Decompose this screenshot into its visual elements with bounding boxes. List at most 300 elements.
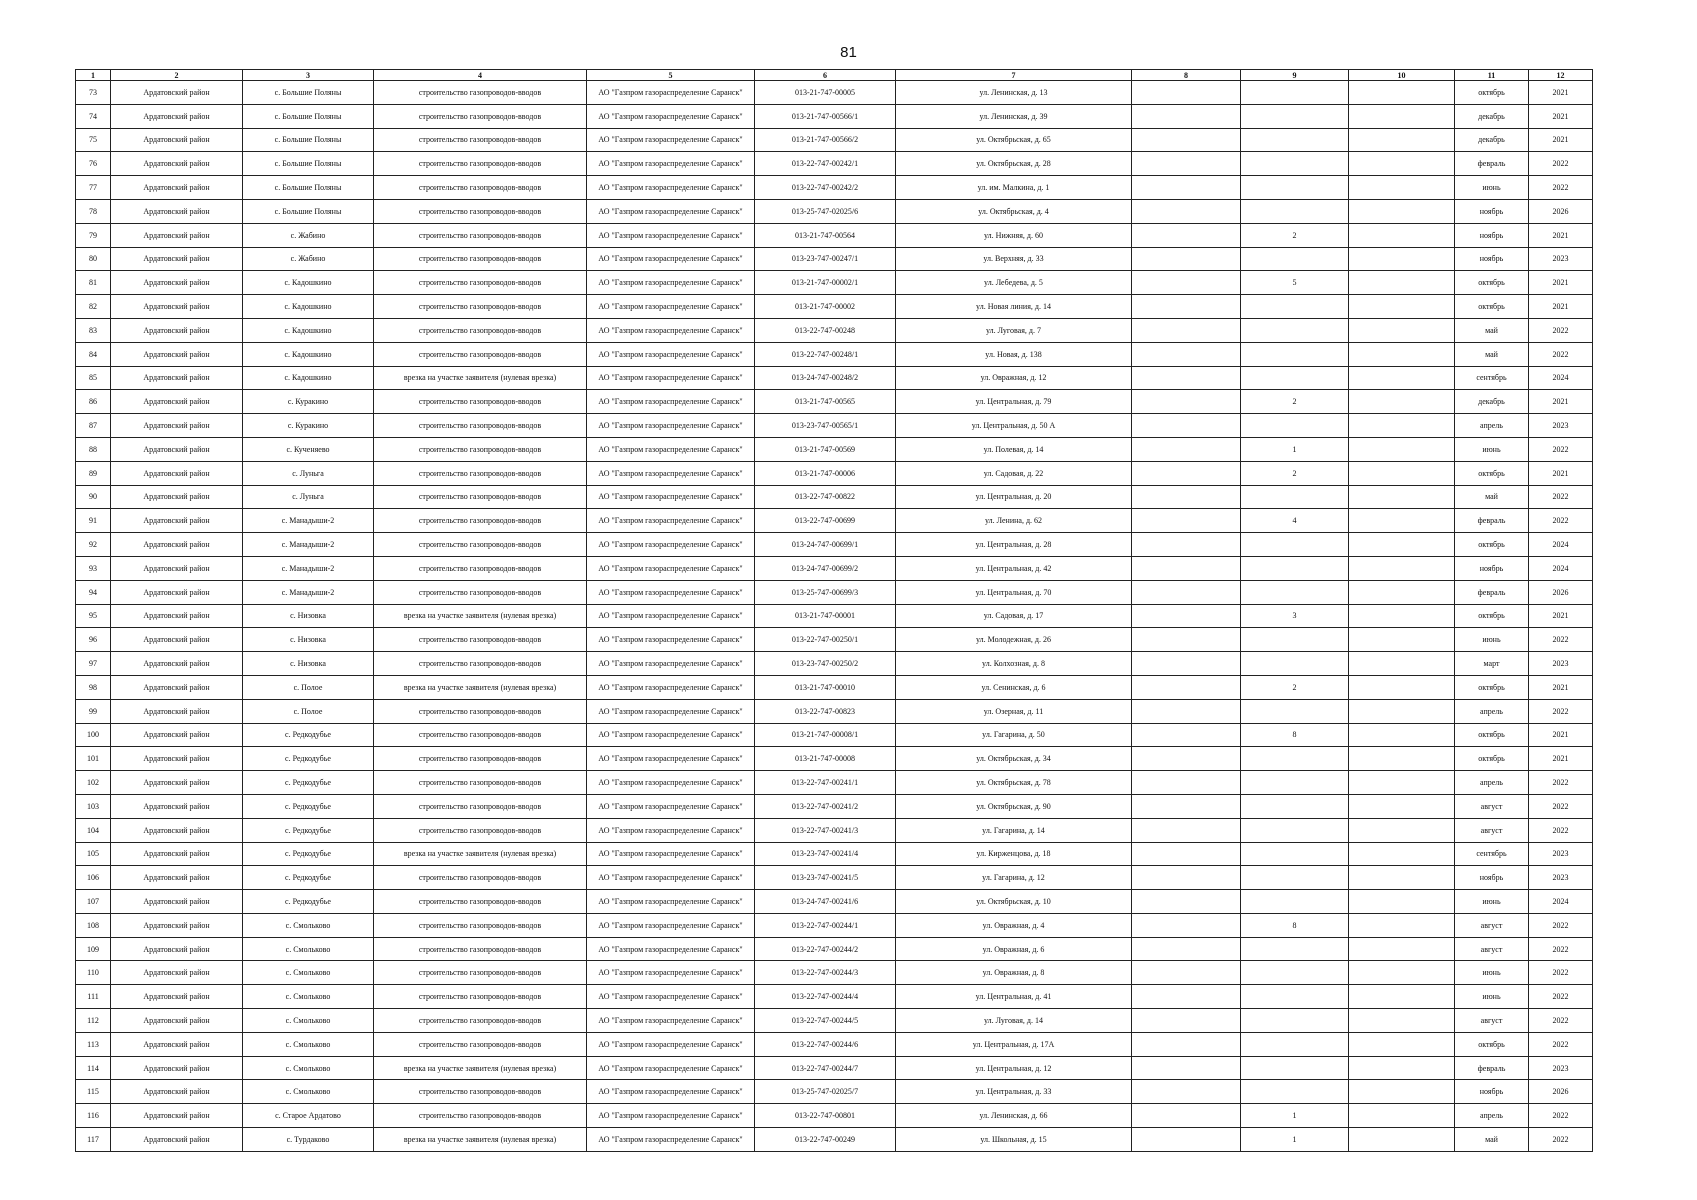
address-cell: ул. Нижняя, д. 60 [896,223,1132,247]
column-8-cell [1132,509,1241,533]
column-header: 12 [1529,70,1593,81]
settlement-cell: с. Старое Ардатово [243,1104,374,1128]
column-10-cell [1349,556,1455,580]
table-row [76,556,1593,580]
row-number-cell: 104 [76,818,111,842]
district-cell: Ардатовский район [111,1009,243,1033]
year-cell: 2021 [1529,104,1593,128]
month-cell: декабрь [1455,390,1529,414]
column-10-cell [1349,771,1455,795]
year-cell: 2023 [1529,842,1593,866]
month-cell: июнь [1455,985,1529,1009]
settlement-cell: с. Жабино [243,247,374,271]
column-8-cell [1132,342,1241,366]
column-8-cell [1132,1104,1241,1128]
application-number-cell: 013-21-747-00569 [755,437,896,461]
column-10-cell [1349,1056,1455,1080]
column-9-cell [1241,794,1349,818]
column-8-cell [1132,485,1241,509]
gasification-table [75,69,1593,1152]
address-cell: ул. Овражная, д. 4 [896,913,1132,937]
application-number-cell: 013-25-747-02025/6 [755,199,896,223]
work-type-cell: строительство газопроводов-вводов [374,485,587,509]
application-number-cell: 013-22-747-00244/4 [755,985,896,1009]
settlement-cell: с. Смольково [243,985,374,1009]
row-number-cell: 100 [76,723,111,747]
organization-cell: АО "Газпром газораспределение Саранск" [587,604,755,628]
application-number-cell: 013-22-747-00241/1 [755,771,896,795]
column-10-cell [1349,675,1455,699]
address-cell: ул. Октябрьская, д. 28 [896,152,1132,176]
settlement-cell: с. Манадыши-2 [243,580,374,604]
row-number-cell: 83 [76,318,111,342]
application-number-cell: 013-23-747-00565/1 [755,414,896,438]
column-8-cell [1132,1009,1241,1033]
column-9-cell [1241,818,1349,842]
month-cell: октябрь [1455,747,1529,771]
work-type-cell: строительство газопроводов-вводов [374,318,587,342]
district-cell: Ардатовский район [111,628,243,652]
row-number-cell: 93 [76,556,111,580]
column-8-cell [1132,842,1241,866]
month-cell: октябрь [1455,723,1529,747]
column-10-cell [1349,580,1455,604]
address-cell: ул. Озерная, д. 11 [896,699,1132,723]
organization-cell: АО "Газпром газораспределение Саранск" [587,366,755,390]
settlement-cell: с. Манадыши-2 [243,556,374,580]
column-8-cell [1132,628,1241,652]
organization-cell: АО "Газпром газораспределение Саранск" [587,1104,755,1128]
month-cell: февраль [1455,509,1529,533]
column-8-cell [1132,556,1241,580]
address-cell: ул. Центральная, д. 12 [896,1056,1132,1080]
column-9-cell [1241,318,1349,342]
month-cell: ноябрь [1455,199,1529,223]
row-number-cell: 98 [76,675,111,699]
row-number-cell: 102 [76,771,111,795]
settlement-cell: с. Кадошкино [243,295,374,319]
organization-cell: АО "Газпром газораспределение Саранск" [587,509,755,533]
work-type-cell: строительство газопроводов-вводов [374,866,587,890]
column-9-cell: 2 [1241,461,1349,485]
year-cell: 2023 [1529,652,1593,676]
month-cell: август [1455,1009,1529,1033]
work-type-cell: строительство газопроводов-вводов [374,81,587,105]
row-number-cell: 78 [76,199,111,223]
application-number-cell: 013-24-747-00241/6 [755,890,896,914]
application-number-cell: 013-22-747-00699 [755,509,896,533]
column-10-cell [1349,199,1455,223]
application-number-cell: 013-22-747-00250/1 [755,628,896,652]
settlement-cell: с. Низовка [243,628,374,652]
table-row [76,961,1593,985]
application-number-cell: 013-21-747-00002 [755,295,896,319]
column-8-cell [1132,1080,1241,1104]
application-number-cell: 013-21-747-00005 [755,81,896,105]
table-row [76,1104,1593,1128]
month-cell: ноябрь [1455,247,1529,271]
month-cell: апрель [1455,414,1529,438]
application-number-cell: 013-21-747-00010 [755,675,896,699]
district-cell: Ардатовский район [111,794,243,818]
work-type-cell: строительство газопроводов-вводов [374,1032,587,1056]
month-cell: август [1455,818,1529,842]
row-number-cell: 87 [76,414,111,438]
application-number-cell: 013-22-747-00244/7 [755,1056,896,1080]
settlement-cell: с. Смольково [243,1056,374,1080]
organization-cell: АО "Газпром газораспределение Саранск" [587,818,755,842]
column-9-cell [1241,1056,1349,1080]
month-cell: май [1455,318,1529,342]
month-cell: июнь [1455,437,1529,461]
application-number-cell: 013-25-747-02025/7 [755,1080,896,1104]
address-cell: ул. Центральная, д. 70 [896,580,1132,604]
year-cell: 2022 [1529,485,1593,509]
address-cell: ул. Центральная, д. 42 [896,556,1132,580]
month-cell: апрель [1455,771,1529,795]
column-8-cell [1132,247,1241,271]
work-type-cell: строительство газопроводов-вводов [374,271,587,295]
year-cell: 2021 [1529,223,1593,247]
settlement-cell: с. Редкодубье [243,866,374,890]
row-number-cell: 79 [76,223,111,247]
year-cell: 2023 [1529,247,1593,271]
column-header: 2 [111,70,243,81]
settlement-cell: с. Кадошкино [243,366,374,390]
column-8-cell [1132,414,1241,438]
organization-cell: АО "Газпром газораспределение Саранск" [587,176,755,200]
district-cell: Ардатовский район [111,842,243,866]
column-8-cell [1132,604,1241,628]
district-cell: Ардатовский район [111,104,243,128]
year-cell: 2023 [1529,1056,1593,1080]
work-type-cell: строительство газопроводов-вводов [374,1080,587,1104]
column-10-cell [1349,414,1455,438]
month-cell: август [1455,937,1529,961]
work-type-cell: строительство газопроводов-вводов [374,533,587,557]
district-cell: Ардатовский район [111,295,243,319]
column-10-cell [1349,318,1455,342]
district-cell: Ардатовский район [111,509,243,533]
application-number-cell: 013-23-747-00250/2 [755,652,896,676]
settlement-cell: с. Луньга [243,485,374,509]
row-number-cell: 117 [76,1128,111,1152]
row-number-cell: 86 [76,390,111,414]
column-9-cell [1241,961,1349,985]
organization-cell: АО "Газпром газораспределение Саранск" [587,223,755,247]
application-number-cell: 013-22-747-00244/5 [755,1009,896,1033]
year-cell: 2022 [1529,794,1593,818]
month-cell: декабрь [1455,128,1529,152]
month-cell: июнь [1455,890,1529,914]
organization-cell: АО "Газпром газораспределение Саранск" [587,985,755,1009]
application-number-cell: 013-21-747-00565 [755,390,896,414]
work-type-cell: строительство газопроводов-вводов [374,747,587,771]
address-cell: ул. Центральная, д. 50 А [896,414,1132,438]
column-10-cell [1349,890,1455,914]
column-10-cell [1349,485,1455,509]
column-8-cell [1132,104,1241,128]
table-row [76,913,1593,937]
address-cell: ул. Гагарина, д. 12 [896,866,1132,890]
settlement-cell: с. Большие Поляны [243,128,374,152]
column-10-cell [1349,628,1455,652]
organization-cell: АО "Газпром газораспределение Саранск" [587,556,755,580]
column-8-cell [1132,747,1241,771]
settlement-cell: с. Большие Поляны [243,81,374,105]
column-9-cell: 1 [1241,1128,1349,1152]
row-number-cell: 111 [76,985,111,1009]
address-cell: ул. Гагарина, д. 50 [896,723,1132,747]
column-10-cell [1349,747,1455,771]
table-row [76,414,1593,438]
table-row [76,842,1593,866]
work-type-cell: строительство газопроводов-вводов [374,295,587,319]
organization-cell: АО "Газпром газораспределение Саранск" [587,628,755,652]
column-8-cell [1132,1056,1241,1080]
organization-cell: АО "Газпром газораспределение Саранск" [587,890,755,914]
district-cell: Ардатовский район [111,913,243,937]
year-cell: 2022 [1529,628,1593,652]
settlement-cell: с. Редкодубье [243,771,374,795]
work-type-cell: строительство газопроводов-вводов [374,342,587,366]
column-8-cell [1132,1032,1241,1056]
month-cell: май [1455,342,1529,366]
organization-cell: АО "Газпром газораспределение Саранск" [587,81,755,105]
work-type-cell: врезка на участке заявителя (нулевая врезка) [374,366,587,390]
application-number-cell: 013-23-747-00241/4 [755,842,896,866]
settlement-cell: с. Смольково [243,1032,374,1056]
row-number-cell: 94 [76,580,111,604]
settlement-cell: с. Луньга [243,461,374,485]
column-9-cell [1241,628,1349,652]
column-10-cell [1349,223,1455,247]
district-cell: Ардатовский район [111,604,243,628]
row-number-cell: 114 [76,1056,111,1080]
district-cell: Ардатовский район [111,771,243,795]
row-number-cell: 88 [76,437,111,461]
year-cell: 2022 [1529,318,1593,342]
address-cell: ул. Луговая, д. 14 [896,1009,1132,1033]
work-type-cell: врезка на участке заявителя (нулевая врезка) [374,604,587,628]
table-row [76,533,1593,557]
organization-cell: АО "Газпром газораспределение Саранск" [587,271,755,295]
table-row [76,652,1593,676]
month-cell: февраль [1455,580,1529,604]
district-cell: Ардатовский район [111,342,243,366]
year-cell: 2022 [1529,342,1593,366]
district-cell: Ардатовский район [111,556,243,580]
month-cell: март [1455,652,1529,676]
address-cell: ул. Кирженцова, д. 18 [896,842,1132,866]
settlement-cell: с. Куракино [243,414,374,438]
settlement-cell: с. Смольково [243,961,374,985]
column-10-cell [1349,699,1455,723]
work-type-cell: строительство газопроводов-вводов [374,390,587,414]
address-cell: ул. Садовая, д. 22 [896,461,1132,485]
column-8-cell [1132,390,1241,414]
organization-cell: АО "Газпром газораспределение Саранск" [587,1009,755,1033]
district-cell: Ардатовский район [111,1104,243,1128]
row-number-cell: 108 [76,913,111,937]
year-cell: 2026 [1529,1080,1593,1104]
column-header: 7 [896,70,1132,81]
column-8-cell [1132,723,1241,747]
settlement-cell: с. Кадошкино [243,318,374,342]
column-9-cell [1241,556,1349,580]
district-cell: Ардатовский район [111,1032,243,1056]
application-number-cell: 013-21-747-00564 [755,223,896,247]
year-cell: 2021 [1529,747,1593,771]
column-9-cell [1241,533,1349,557]
column-9-cell [1241,747,1349,771]
address-cell: ул. Октябрьская, д. 90 [896,794,1132,818]
row-number-cell: 82 [76,295,111,319]
column-10-cell [1349,533,1455,557]
application-number-cell: 013-22-747-00823 [755,699,896,723]
district-cell: Ардатовский район [111,437,243,461]
work-type-cell: строительство газопроводов-вводов [374,890,587,914]
application-number-cell: 013-22-747-00822 [755,485,896,509]
column-10-cell [1349,913,1455,937]
column-10-cell [1349,437,1455,461]
year-cell: 2021 [1529,390,1593,414]
table-row [76,604,1593,628]
column-9-cell: 4 [1241,509,1349,533]
month-cell: ноябрь [1455,1080,1529,1104]
table-row [76,509,1593,533]
settlement-cell: с. Куракино [243,390,374,414]
organization-cell: АО "Газпром газораспределение Саранск" [587,937,755,961]
column-9-cell [1241,771,1349,795]
table-row [76,199,1593,223]
settlement-cell: с. Редкодубье [243,890,374,914]
year-cell: 2024 [1529,533,1593,557]
month-cell: ноябрь [1455,866,1529,890]
work-type-cell: врезка на участке заявителя (нулевая врезка) [374,1056,587,1080]
address-cell: ул. Центральная, д. 20 [896,485,1132,509]
district-cell: Ардатовский район [111,461,243,485]
district-cell: Ардатовский район [111,890,243,914]
district-cell: Ардатовский район [111,366,243,390]
application-number-cell: 013-24-747-00699/2 [755,556,896,580]
address-cell: ул. Ленинская, д. 39 [896,104,1132,128]
organization-cell: АО "Газпром газораспределение Саранск" [587,747,755,771]
column-10-cell [1349,1128,1455,1152]
district-cell: Ардатовский район [111,937,243,961]
district-cell: Ардатовский район [111,81,243,105]
year-cell: 2022 [1529,818,1593,842]
address-cell: ул. Гагарина, д. 14 [896,818,1132,842]
column-9-cell [1241,842,1349,866]
column-9-cell [1241,414,1349,438]
table-row [76,128,1593,152]
month-cell: ноябрь [1455,223,1529,247]
settlement-cell: с. Кученяево [243,437,374,461]
column-10-cell [1349,842,1455,866]
table-row [76,723,1593,747]
application-number-cell: 013-21-747-00566/1 [755,104,896,128]
year-cell: 2022 [1529,699,1593,723]
work-type-cell: строительство газопроводов-вводов [374,461,587,485]
year-cell: 2021 [1529,81,1593,105]
month-cell: июнь [1455,628,1529,652]
year-cell: 2022 [1529,1032,1593,1056]
organization-cell: АО "Газпром газораспределение Саранск" [587,1056,755,1080]
column-9-cell [1241,890,1349,914]
month-cell: октябрь [1455,271,1529,295]
month-cell: октябрь [1455,675,1529,699]
work-type-cell: строительство газопроводов-вводов [374,961,587,985]
column-9-cell: 2 [1241,223,1349,247]
application-number-cell: 013-23-747-00247/1 [755,247,896,271]
address-cell: ул. Молодежная, д. 26 [896,628,1132,652]
table-row [76,937,1593,961]
work-type-cell: строительство газопроводов-вводов [374,818,587,842]
column-8-cell [1132,437,1241,461]
address-cell: ул. Овражная, д. 12 [896,366,1132,390]
work-type-cell: строительство газопроводов-вводов [374,1009,587,1033]
column-9-cell [1241,342,1349,366]
application-number-cell: 013-22-747-00244/1 [755,913,896,937]
row-number-cell: 90 [76,485,111,509]
table-row [76,866,1593,890]
month-cell: октябрь [1455,604,1529,628]
work-type-cell: строительство газопроводов-вводов [374,176,587,200]
application-number-cell: 013-22-747-00242/1 [755,152,896,176]
column-8-cell [1132,818,1241,842]
table-row [76,295,1593,319]
year-cell: 2022 [1529,1104,1593,1128]
work-type-cell: строительство газопроводов-вводов [374,628,587,652]
month-cell: апрель [1455,1104,1529,1128]
row-number-cell: 81 [76,271,111,295]
settlement-cell: с. Редкодубье [243,818,374,842]
column-9-cell [1241,366,1349,390]
column-10-cell [1349,152,1455,176]
column-9-cell: 2 [1241,675,1349,699]
district-cell: Ардатовский район [111,818,243,842]
column-8-cell [1132,223,1241,247]
address-cell: ул. Октябрьская, д. 78 [896,771,1132,795]
column-9-cell [1241,104,1349,128]
month-cell: февраль [1455,1056,1529,1080]
row-number-cell: 110 [76,961,111,985]
work-type-cell: строительство газопроводов-вводов [374,652,587,676]
settlement-cell: с. Полое [243,699,374,723]
column-header: 4 [374,70,587,81]
year-cell: 2024 [1529,366,1593,390]
column-10-cell [1349,295,1455,319]
column-8-cell [1132,366,1241,390]
row-number-cell: 116 [76,1104,111,1128]
address-cell: ул. Луговая, д. 7 [896,318,1132,342]
column-9-cell [1241,485,1349,509]
column-9-cell: 1 [1241,437,1349,461]
column-8-cell [1132,794,1241,818]
year-cell: 2023 [1529,414,1593,438]
column-9-cell [1241,985,1349,1009]
settlement-cell: с. Редкодубье [243,842,374,866]
work-type-cell: строительство газопроводов-вводов [374,1104,587,1128]
settlement-cell: с. Редкодубье [243,794,374,818]
address-cell: ул. Центральная, д. 33 [896,1080,1132,1104]
row-number-cell: 99 [76,699,111,723]
work-type-cell: строительство газопроводов-вводов [374,128,587,152]
row-number-cell: 80 [76,247,111,271]
organization-cell: АО "Газпром газораспределение Саранск" [587,652,755,676]
row-number-cell: 109 [76,937,111,961]
